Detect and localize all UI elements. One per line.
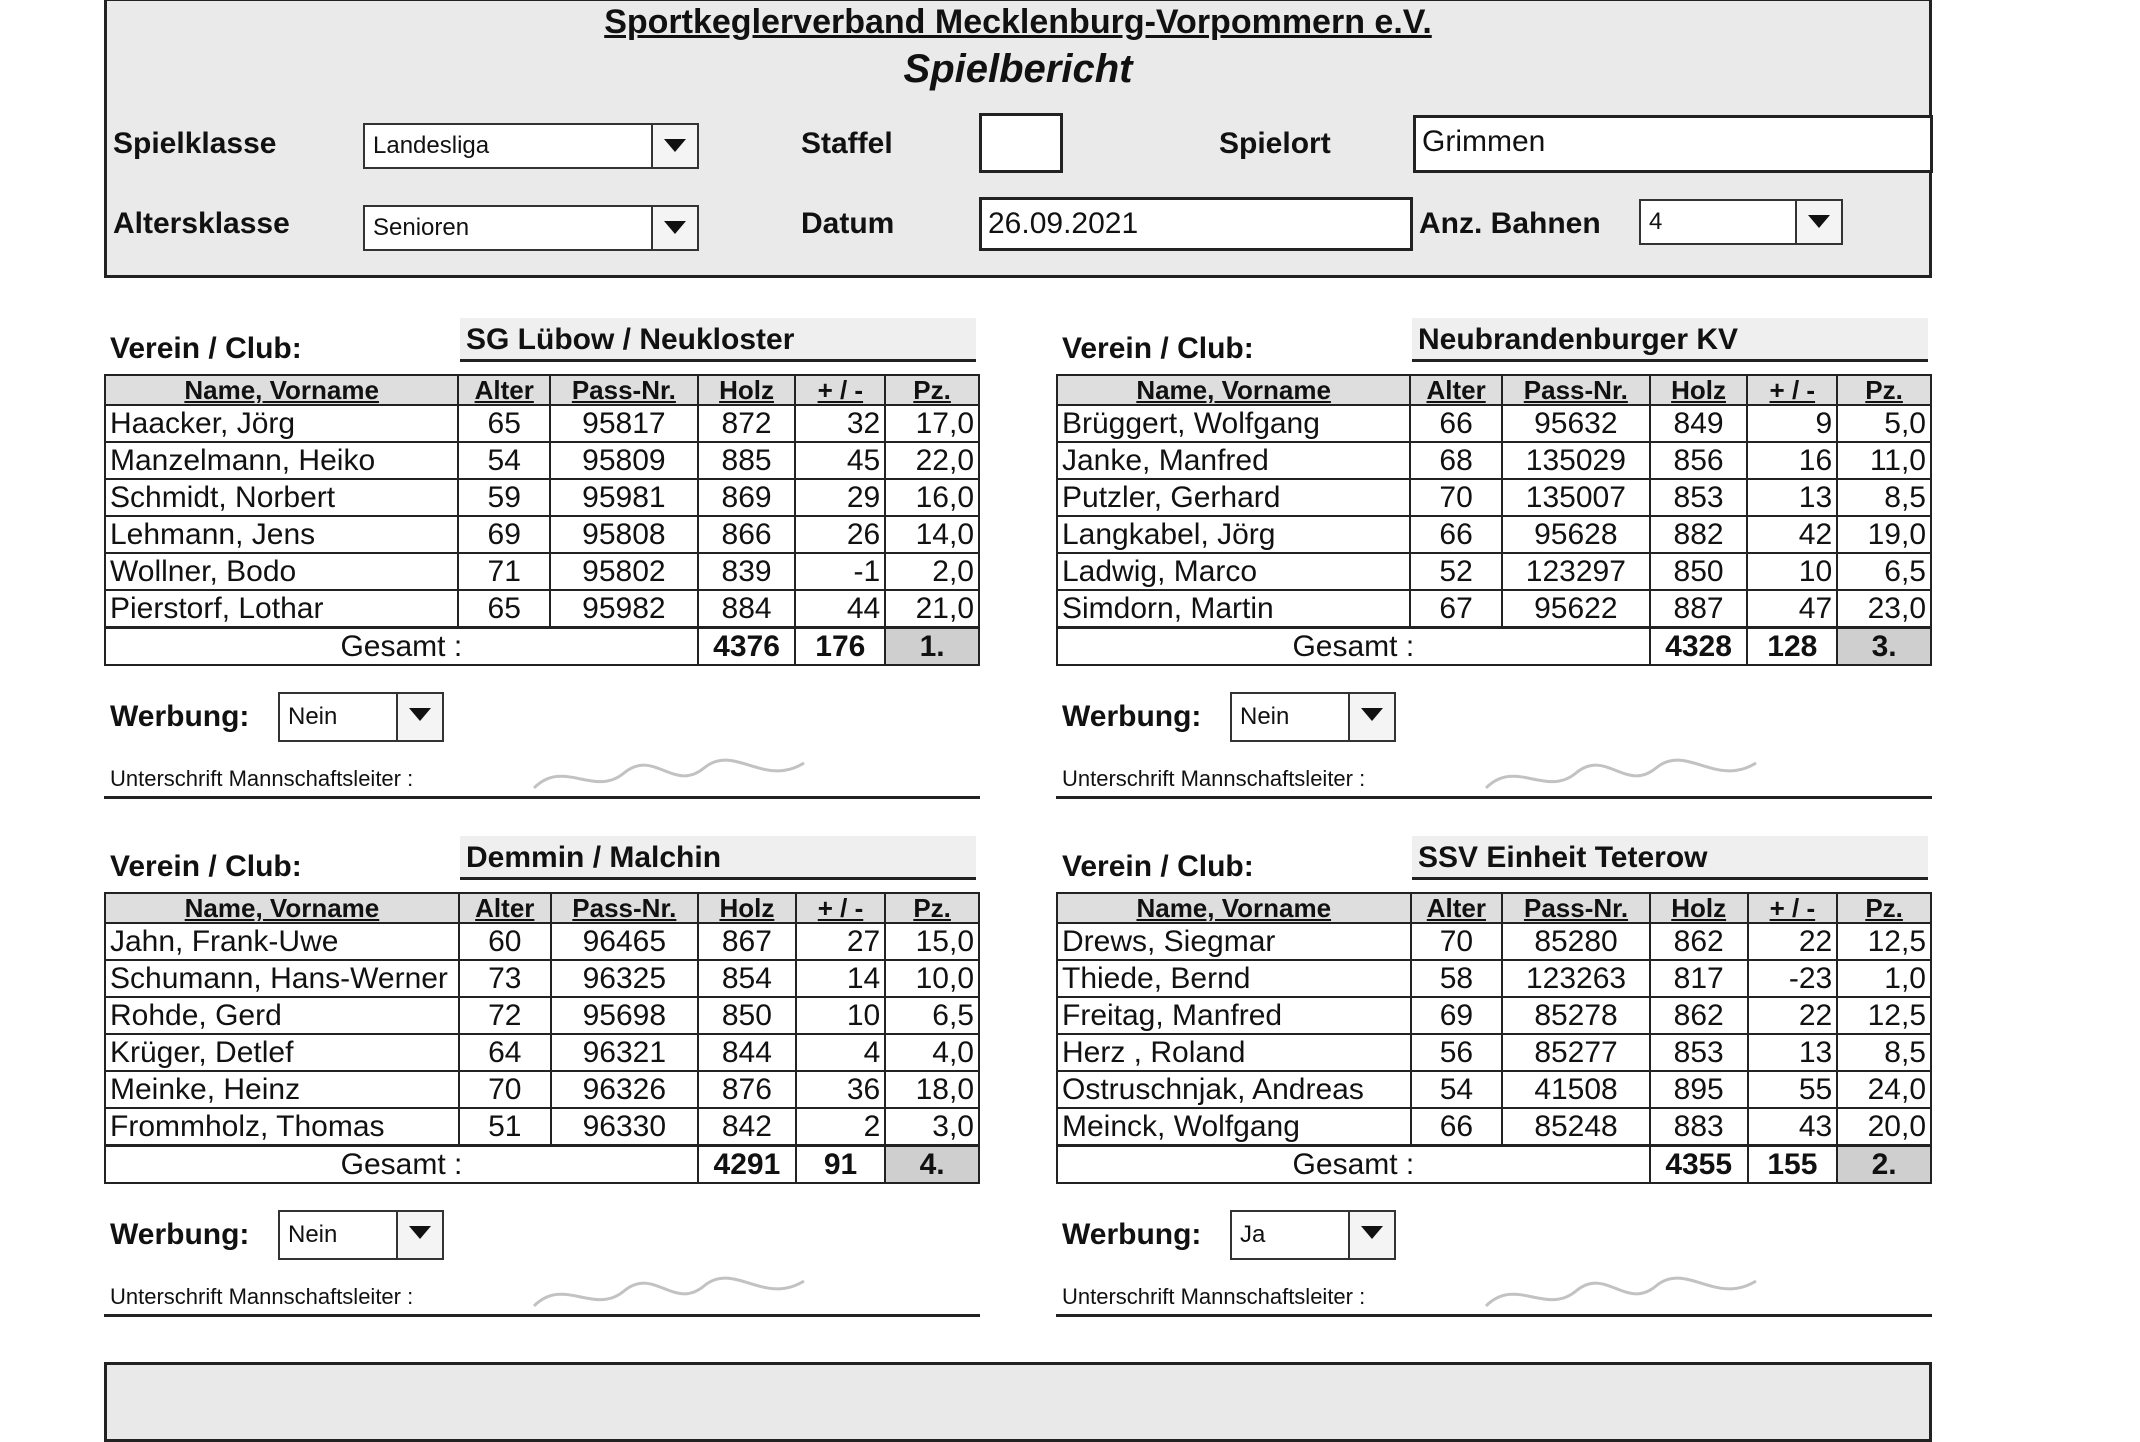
chevron-down-icon[interactable] <box>651 207 697 249</box>
player-name[interactable]: Drews, Siegmar <box>1057 923 1411 960</box>
player-pass[interactable]: 95628 <box>1502 516 1650 553</box>
player-alter[interactable]: 60 <box>459 923 551 960</box>
player-plusminus[interactable]: 45 <box>795 442 885 479</box>
player-alter[interactable]: 52 <box>1410 553 1502 590</box>
player-holz[interactable]: 850 <box>698 997 796 1034</box>
werbung-value: Ja <box>1240 1221 1266 1248</box>
player-pz[interactable]: 21,0 <box>885 590 979 628</box>
player-pz[interactable]: 6,5 <box>885 997 979 1034</box>
table-row <box>1057 590 1931 628</box>
player-plusminus[interactable]: 10 <box>796 997 885 1034</box>
player-plusminus[interactable]: 32 <box>795 405 885 442</box>
player-alter[interactable]: 51 <box>459 1108 551 1146</box>
player-pass[interactable]: 95632 <box>1502 405 1650 442</box>
player-holz[interactable]: 853 <box>1650 479 1748 516</box>
player-name[interactable]: Herz , Roland <box>1057 1034 1411 1071</box>
col-plusminus-header: + / - <box>1748 893 1838 923</box>
players-table <box>104 892 980 1184</box>
total-row <box>1057 1146 1931 1184</box>
player-holz[interactable]: 895 <box>1650 1071 1748 1108</box>
signature-scribble-icon <box>1476 748 1796 808</box>
player-plusminus[interactable]: -23 <box>1748 960 1838 997</box>
club-label: Verein / Club: <box>1062 332 1254 365</box>
player-pz[interactable]: 24,0 <box>1837 1071 1931 1108</box>
table-row <box>105 1034 979 1071</box>
player-pz[interactable]: 3,0 <box>885 1108 979 1146</box>
club-name: SG Lübow / Neukloster <box>460 318 976 362</box>
table-header-row <box>105 375 979 405</box>
werbung-select[interactable] <box>1230 692 1396 742</box>
signature-label: Unterschrift Mannschaftsleiter : <box>110 766 414 791</box>
signature-label: Unterschrift Mannschaftsleiter : <box>110 1284 414 1309</box>
player-pass[interactable]: 96465 <box>551 923 698 960</box>
player-pz[interactable]: 19,0 <box>1837 516 1931 553</box>
player-plusminus[interactable]: -1 <box>795 553 885 590</box>
table-row <box>1057 516 1931 553</box>
table-row <box>105 923 979 960</box>
player-pass[interactable]: 95808 <box>550 516 698 553</box>
remarks-box[interactable] <box>104 1362 1932 1442</box>
table-row <box>1057 442 1931 479</box>
col-holz-header: Holz <box>698 893 796 923</box>
club-label: Verein / Club: <box>110 332 302 365</box>
player-alter[interactable]: 73 <box>459 960 551 997</box>
player-name[interactable]: Pierstorf, Lothar <box>105 590 458 628</box>
player-plusminus[interactable]: 22 <box>1748 923 1838 960</box>
table-row <box>105 590 979 628</box>
player-pass[interactable]: 135007 <box>1502 479 1650 516</box>
total-plusminus: 176 <box>795 628 885 666</box>
total-plusminus: 128 <box>1747 628 1837 666</box>
table-row <box>105 405 979 442</box>
player-alter[interactable]: 70 <box>459 1071 551 1108</box>
col-pass-header: Pass-Nr. <box>1502 375 1650 405</box>
total-row <box>105 628 979 666</box>
player-holz[interactable]: 885 <box>698 442 796 479</box>
spielklasse-select[interactable] <box>363 123 699 169</box>
player-pz[interactable]: 8,5 <box>1837 479 1931 516</box>
table-row <box>1057 997 1931 1034</box>
table-row <box>105 960 979 997</box>
player-pass[interactable]: 95809 <box>550 442 698 479</box>
player-pz[interactable]: 4,0 <box>885 1034 979 1071</box>
player-pass[interactable]: 95981 <box>550 479 698 516</box>
werbung-value: Nein <box>1240 703 1290 730</box>
report-header <box>104 0 1932 278</box>
player-pz[interactable]: 10,0 <box>885 960 979 997</box>
player-holz[interactable]: 883 <box>1650 1108 1748 1146</box>
player-name[interactable]: Manzelmann, Heiko <box>105 442 458 479</box>
table-row <box>1057 960 1931 997</box>
total-plusminus: 91 <box>796 1146 885 1184</box>
werbung-value: Nein <box>288 703 338 730</box>
chevron-down-icon[interactable] <box>651 125 697 167</box>
player-alter[interactable]: 69 <box>458 516 550 553</box>
altersklasse-select[interactable] <box>363 205 699 251</box>
col-alter-header: Alter <box>459 893 551 923</box>
player-holz[interactable]: 884 <box>698 590 796 628</box>
player-plusminus[interactable]: 22 <box>1748 997 1838 1034</box>
chevron-down-icon[interactable] <box>1348 1212 1394 1258</box>
player-pass[interactable]: 95982 <box>550 590 698 628</box>
document-title: Spielbericht <box>903 47 1133 91</box>
table-row <box>1057 1071 1931 1108</box>
signature-scribble-icon <box>524 1266 844 1326</box>
player-alter[interactable]: 69 <box>1411 997 1503 1034</box>
table-row <box>1057 1108 1931 1146</box>
player-name[interactable]: Wollner, Bodo <box>105 553 458 590</box>
player-plusminus[interactable]: 42 <box>1747 516 1837 553</box>
player-plusminus[interactable]: 9 <box>1747 405 1837 442</box>
table-row <box>105 1108 979 1146</box>
player-pass[interactable]: 96330 <box>551 1108 698 1146</box>
player-holz[interactable]: 839 <box>698 553 796 590</box>
col-name-header: Name, Vorname <box>105 375 458 405</box>
player-name[interactable]: Brüggert, Wolfgang <box>1057 405 1410 442</box>
player-plusminus[interactable]: 14 <box>796 960 885 997</box>
player-holz[interactable]: 842 <box>698 1108 796 1146</box>
player-name[interactable]: Ladwig, Marco <box>1057 553 1410 590</box>
werbung-label: Werbung: <box>110 1218 250 1251</box>
datum-field[interactable]: 26.09.2021 <box>979 197 1413 251</box>
club-label: Verein / Club: <box>1062 850 1254 883</box>
table-row <box>105 997 979 1034</box>
player-alter[interactable]: 71 <box>458 553 550 590</box>
table-header-row <box>1057 375 1931 405</box>
total-row <box>1057 628 1931 666</box>
player-holz[interactable]: 876 <box>698 1071 796 1108</box>
player-pz[interactable]: 8,5 <box>1837 1034 1931 1071</box>
players-table <box>1056 374 1932 666</box>
player-plusminus[interactable]: 27 <box>796 923 885 960</box>
player-plusminus[interactable]: 43 <box>1748 1108 1838 1146</box>
player-plusminus[interactable]: 4 <box>796 1034 885 1071</box>
signature-scribble-icon <box>1476 1266 1796 1326</box>
spielort-label: Spielort <box>1219 127 1331 160</box>
player-pass[interactable]: 95817 <box>550 405 698 442</box>
player-alter[interactable]: 58 <box>1411 960 1503 997</box>
col-pz-header: Pz. <box>885 375 979 405</box>
player-alter[interactable]: 70 <box>1411 923 1503 960</box>
player-alter[interactable]: 70 <box>1410 479 1502 516</box>
werbung-select[interactable] <box>278 1210 444 1260</box>
player-pass[interactable]: 123263 <box>1502 960 1650 997</box>
table-row <box>105 442 979 479</box>
player-name[interactable]: Langkabel, Jörg <box>1057 516 1410 553</box>
table-row <box>105 553 979 590</box>
table-row <box>1057 553 1931 590</box>
datum-label: Datum <box>801 207 895 240</box>
col-plusminus-header: + / - <box>796 893 885 923</box>
table-row <box>105 479 979 516</box>
player-plusminus[interactable]: 44 <box>795 590 885 628</box>
player-pz[interactable]: 6,5 <box>1837 553 1931 590</box>
werbung-label: Werbung: <box>1062 700 1202 733</box>
player-pass[interactable]: 95802 <box>550 553 698 590</box>
player-plusminus[interactable]: 29 <box>795 479 885 516</box>
player-name[interactable]: Jahn, Frank-Uwe <box>105 923 459 960</box>
player-pz[interactable]: 23,0 <box>1837 590 1931 628</box>
col-name-header: Name, Vorname <box>105 893 459 923</box>
player-name[interactable]: Meinke, Heinz <box>105 1071 459 1108</box>
total-holz: 4355 <box>1650 1146 1748 1184</box>
player-pass[interactable]: 41508 <box>1502 1071 1650 1108</box>
team-rank: 3. <box>1837 628 1931 666</box>
player-pz[interactable]: 17,0 <box>885 405 979 442</box>
werbung-select[interactable] <box>1230 1210 1396 1260</box>
col-alter-header: Alter <box>1410 375 1502 405</box>
altersklasse-value: Senioren <box>373 214 470 241</box>
player-plusminus[interactable]: 16 <box>1747 442 1837 479</box>
player-pass[interactable]: 96325 <box>551 960 698 997</box>
player-holz[interactable]: 853 <box>1650 1034 1748 1071</box>
player-plusminus[interactable]: 13 <box>1747 479 1837 516</box>
staffel-label: Staffel <box>801 127 893 160</box>
player-alter[interactable]: 59 <box>458 479 550 516</box>
total-holz: 4376 <box>698 628 796 666</box>
total-plusminus: 155 <box>1748 1146 1838 1184</box>
player-plusminus[interactable]: 36 <box>796 1071 885 1108</box>
player-alter[interactable]: 67 <box>1410 590 1502 628</box>
total-row <box>105 1146 979 1184</box>
player-holz[interactable]: 856 <box>1650 442 1748 479</box>
col-pz-header: Pz. <box>1837 375 1931 405</box>
chevron-down-icon[interactable] <box>396 1212 442 1258</box>
table-header-row <box>1057 893 1931 923</box>
col-pz-header: Pz. <box>1837 893 1931 923</box>
player-plusminus[interactable]: 10 <box>1747 553 1837 590</box>
player-name[interactable]: Freitag, Manfred <box>1057 997 1411 1034</box>
team-rank: 1. <box>885 628 979 666</box>
players-table <box>104 374 980 666</box>
player-holz[interactable]: 882 <box>1650 516 1748 553</box>
player-name[interactable]: Meinck, Wolfgang <box>1057 1108 1411 1146</box>
player-name[interactable]: Lehmann, Jens <box>105 516 458 553</box>
player-pz[interactable]: 22,0 <box>885 442 979 479</box>
player-pass[interactable]: 96321 <box>551 1034 698 1071</box>
player-pass[interactable]: 123297 <box>1502 553 1650 590</box>
player-alter[interactable]: 64 <box>459 1034 551 1071</box>
chevron-down-icon[interactable] <box>1795 201 1841 243</box>
col-name-header: Name, Vorname <box>1057 375 1410 405</box>
bahnen-value: 4 <box>1649 208 1663 235</box>
player-alter[interactable]: 65 <box>458 405 550 442</box>
player-pz[interactable]: 20,0 <box>1837 1108 1931 1146</box>
player-name[interactable]: Schumann, Hans-Werner <box>105 960 459 997</box>
table-row <box>105 1071 979 1108</box>
player-holz[interactable]: 849 <box>1650 405 1748 442</box>
col-alter-header: Alter <box>1411 893 1503 923</box>
werbung-select[interactable] <box>278 692 444 742</box>
player-holz[interactable]: 869 <box>698 479 796 516</box>
col-plusminus-header: + / - <box>795 375 885 405</box>
player-pass[interactable]: 85277 <box>1502 1034 1650 1071</box>
club-name: SSV Einheit Teterow <box>1412 836 1928 880</box>
col-plusminus-header: + / - <box>1747 375 1837 405</box>
player-name[interactable]: Simdorn, Martin <box>1057 590 1410 628</box>
player-holz[interactable]: 817 <box>1650 960 1748 997</box>
player-alter[interactable]: 66 <box>1410 516 1502 553</box>
werbung-value: Nein <box>288 1221 338 1248</box>
total-holz: 4328 <box>1650 628 1748 666</box>
player-holz[interactable]: 844 <box>698 1034 796 1071</box>
col-pass-header: Pass-Nr. <box>551 893 698 923</box>
table-row <box>105 516 979 553</box>
player-alter[interactable]: 72 <box>459 997 551 1034</box>
staffel-field[interactable] <box>979 113 1063 173</box>
player-plusminus[interactable]: 55 <box>1748 1071 1838 1108</box>
club-label: Verein / Club: <box>110 850 302 883</box>
col-holz-header: Holz <box>1650 375 1748 405</box>
player-pz[interactable]: 11,0 <box>1837 442 1931 479</box>
player-pass[interactable]: 95698 <box>551 997 698 1034</box>
player-pz[interactable]: 15,0 <box>885 923 979 960</box>
player-name[interactable]: Janke, Manfred <box>1057 442 1410 479</box>
total-label: Gesamt : <box>1057 628 1650 666</box>
player-holz[interactable]: 866 <box>698 516 796 553</box>
chevron-down-icon[interactable] <box>1348 694 1394 740</box>
player-plusminus[interactable]: 26 <box>795 516 885 553</box>
team-rank: 4. <box>885 1146 979 1184</box>
player-name[interactable]: Thiede, Bernd <box>1057 960 1411 997</box>
player-holz[interactable]: 862 <box>1650 997 1748 1034</box>
player-pz[interactable]: 18,0 <box>885 1071 979 1108</box>
player-name[interactable]: Krüger, Detlef <box>105 1034 459 1071</box>
player-alter[interactable]: 54 <box>1411 1071 1503 1108</box>
signature-scribble-icon <box>524 748 844 808</box>
spielklasse-label: Spielklasse <box>113 127 277 160</box>
chevron-down-icon[interactable] <box>396 694 442 740</box>
player-pass[interactable]: 85280 <box>1502 923 1650 960</box>
col-pass-header: Pass-Nr. <box>1502 893 1650 923</box>
player-holz[interactable]: 867 <box>698 923 796 960</box>
werbung-label: Werbung: <box>110 700 250 733</box>
player-pz[interactable]: 5,0 <box>1837 405 1931 442</box>
player-alter[interactable]: 65 <box>458 590 550 628</box>
player-pass[interactable]: 85248 <box>1502 1108 1650 1146</box>
player-plusminus[interactable]: 2 <box>796 1108 885 1146</box>
player-name[interactable]: Rohde, Gerd <box>105 997 459 1034</box>
altersklasse-label: Altersklasse <box>113 207 290 240</box>
player-pz[interactable]: 16,0 <box>885 479 979 516</box>
player-plusminus[interactable]: 13 <box>1748 1034 1838 1071</box>
player-pz[interactable]: 12,5 <box>1837 997 1931 1034</box>
total-label: Gesamt : <box>105 628 698 666</box>
col-pz-header: Pz. <box>885 893 979 923</box>
player-name[interactable]: Frommholz, Thomas <box>105 1108 459 1146</box>
spielklasse-value: Landesliga <box>373 132 490 159</box>
club-name: Demmin / Malchin <box>460 836 976 880</box>
col-holz-header: Holz <box>1650 893 1748 923</box>
table-row <box>1057 405 1931 442</box>
player-pass[interactable]: 135029 <box>1502 442 1650 479</box>
team-rank: 2. <box>1837 1146 1931 1184</box>
club-name: Neubrandenburger KV <box>1412 318 1928 362</box>
player-alter[interactable]: 56 <box>1411 1034 1503 1071</box>
player-name[interactable]: Putzler, Gerhard <box>1057 479 1410 516</box>
total-holz: 4291 <box>698 1146 796 1184</box>
player-holz[interactable]: 862 <box>1650 923 1748 960</box>
col-name-header: Name, Vorname <box>1057 893 1411 923</box>
werbung-label: Werbung: <box>1062 1218 1202 1251</box>
player-pz[interactable]: 12,5 <box>1837 923 1931 960</box>
player-alter[interactable]: 68 <box>1410 442 1502 479</box>
player-holz[interactable]: 887 <box>1650 590 1748 628</box>
player-pass[interactable]: 85278 <box>1502 997 1650 1034</box>
signature-label: Unterschrift Mannschaftsleiter : <box>1062 1284 1366 1309</box>
player-pz[interactable]: 2,0 <box>885 553 979 590</box>
player-alter[interactable]: 66 <box>1411 1108 1503 1146</box>
player-name[interactable]: Haacker, Jörg <box>105 405 458 442</box>
bahnen-select[interactable] <box>1639 199 1843 245</box>
spielort-field[interactable]: Grimmen <box>1413 115 1933 173</box>
total-label: Gesamt : <box>1057 1146 1650 1184</box>
player-plusminus[interactable]: 47 <box>1747 590 1837 628</box>
player-pz[interactable]: 1,0 <box>1837 960 1931 997</box>
player-name[interactable]: Ostruschnjak, Andreas <box>1057 1071 1411 1108</box>
signature-label: Unterschrift Mannschaftsleiter : <box>1062 766 1366 791</box>
player-holz[interactable]: 872 <box>698 405 796 442</box>
table-header-row <box>105 893 979 923</box>
table-row <box>1057 479 1931 516</box>
player-pass[interactable]: 95622 <box>1502 590 1650 628</box>
player-alter[interactable]: 54 <box>458 442 550 479</box>
organization-title: Sportkeglerverband Mecklenburg-Vorpommern e.V. <box>604 3 1432 41</box>
players-table <box>1056 892 1932 1184</box>
player-holz[interactable]: 854 <box>698 960 796 997</box>
player-name[interactable]: Schmidt, Norbert <box>105 479 458 516</box>
player-pz[interactable]: 14,0 <box>885 516 979 553</box>
col-pass-header: Pass-Nr. <box>550 375 698 405</box>
col-holz-header: Holz <box>698 375 796 405</box>
table-row <box>1057 923 1931 960</box>
player-pass[interactable]: 96326 <box>551 1071 698 1108</box>
player-alter[interactable]: 66 <box>1410 405 1502 442</box>
table-row <box>1057 1034 1931 1071</box>
col-alter-header: Alter <box>458 375 550 405</box>
player-holz[interactable]: 850 <box>1650 553 1748 590</box>
total-label: Gesamt : <box>105 1146 698 1184</box>
bahnen-label: Anz. Bahnen <box>1419 207 1601 240</box>
